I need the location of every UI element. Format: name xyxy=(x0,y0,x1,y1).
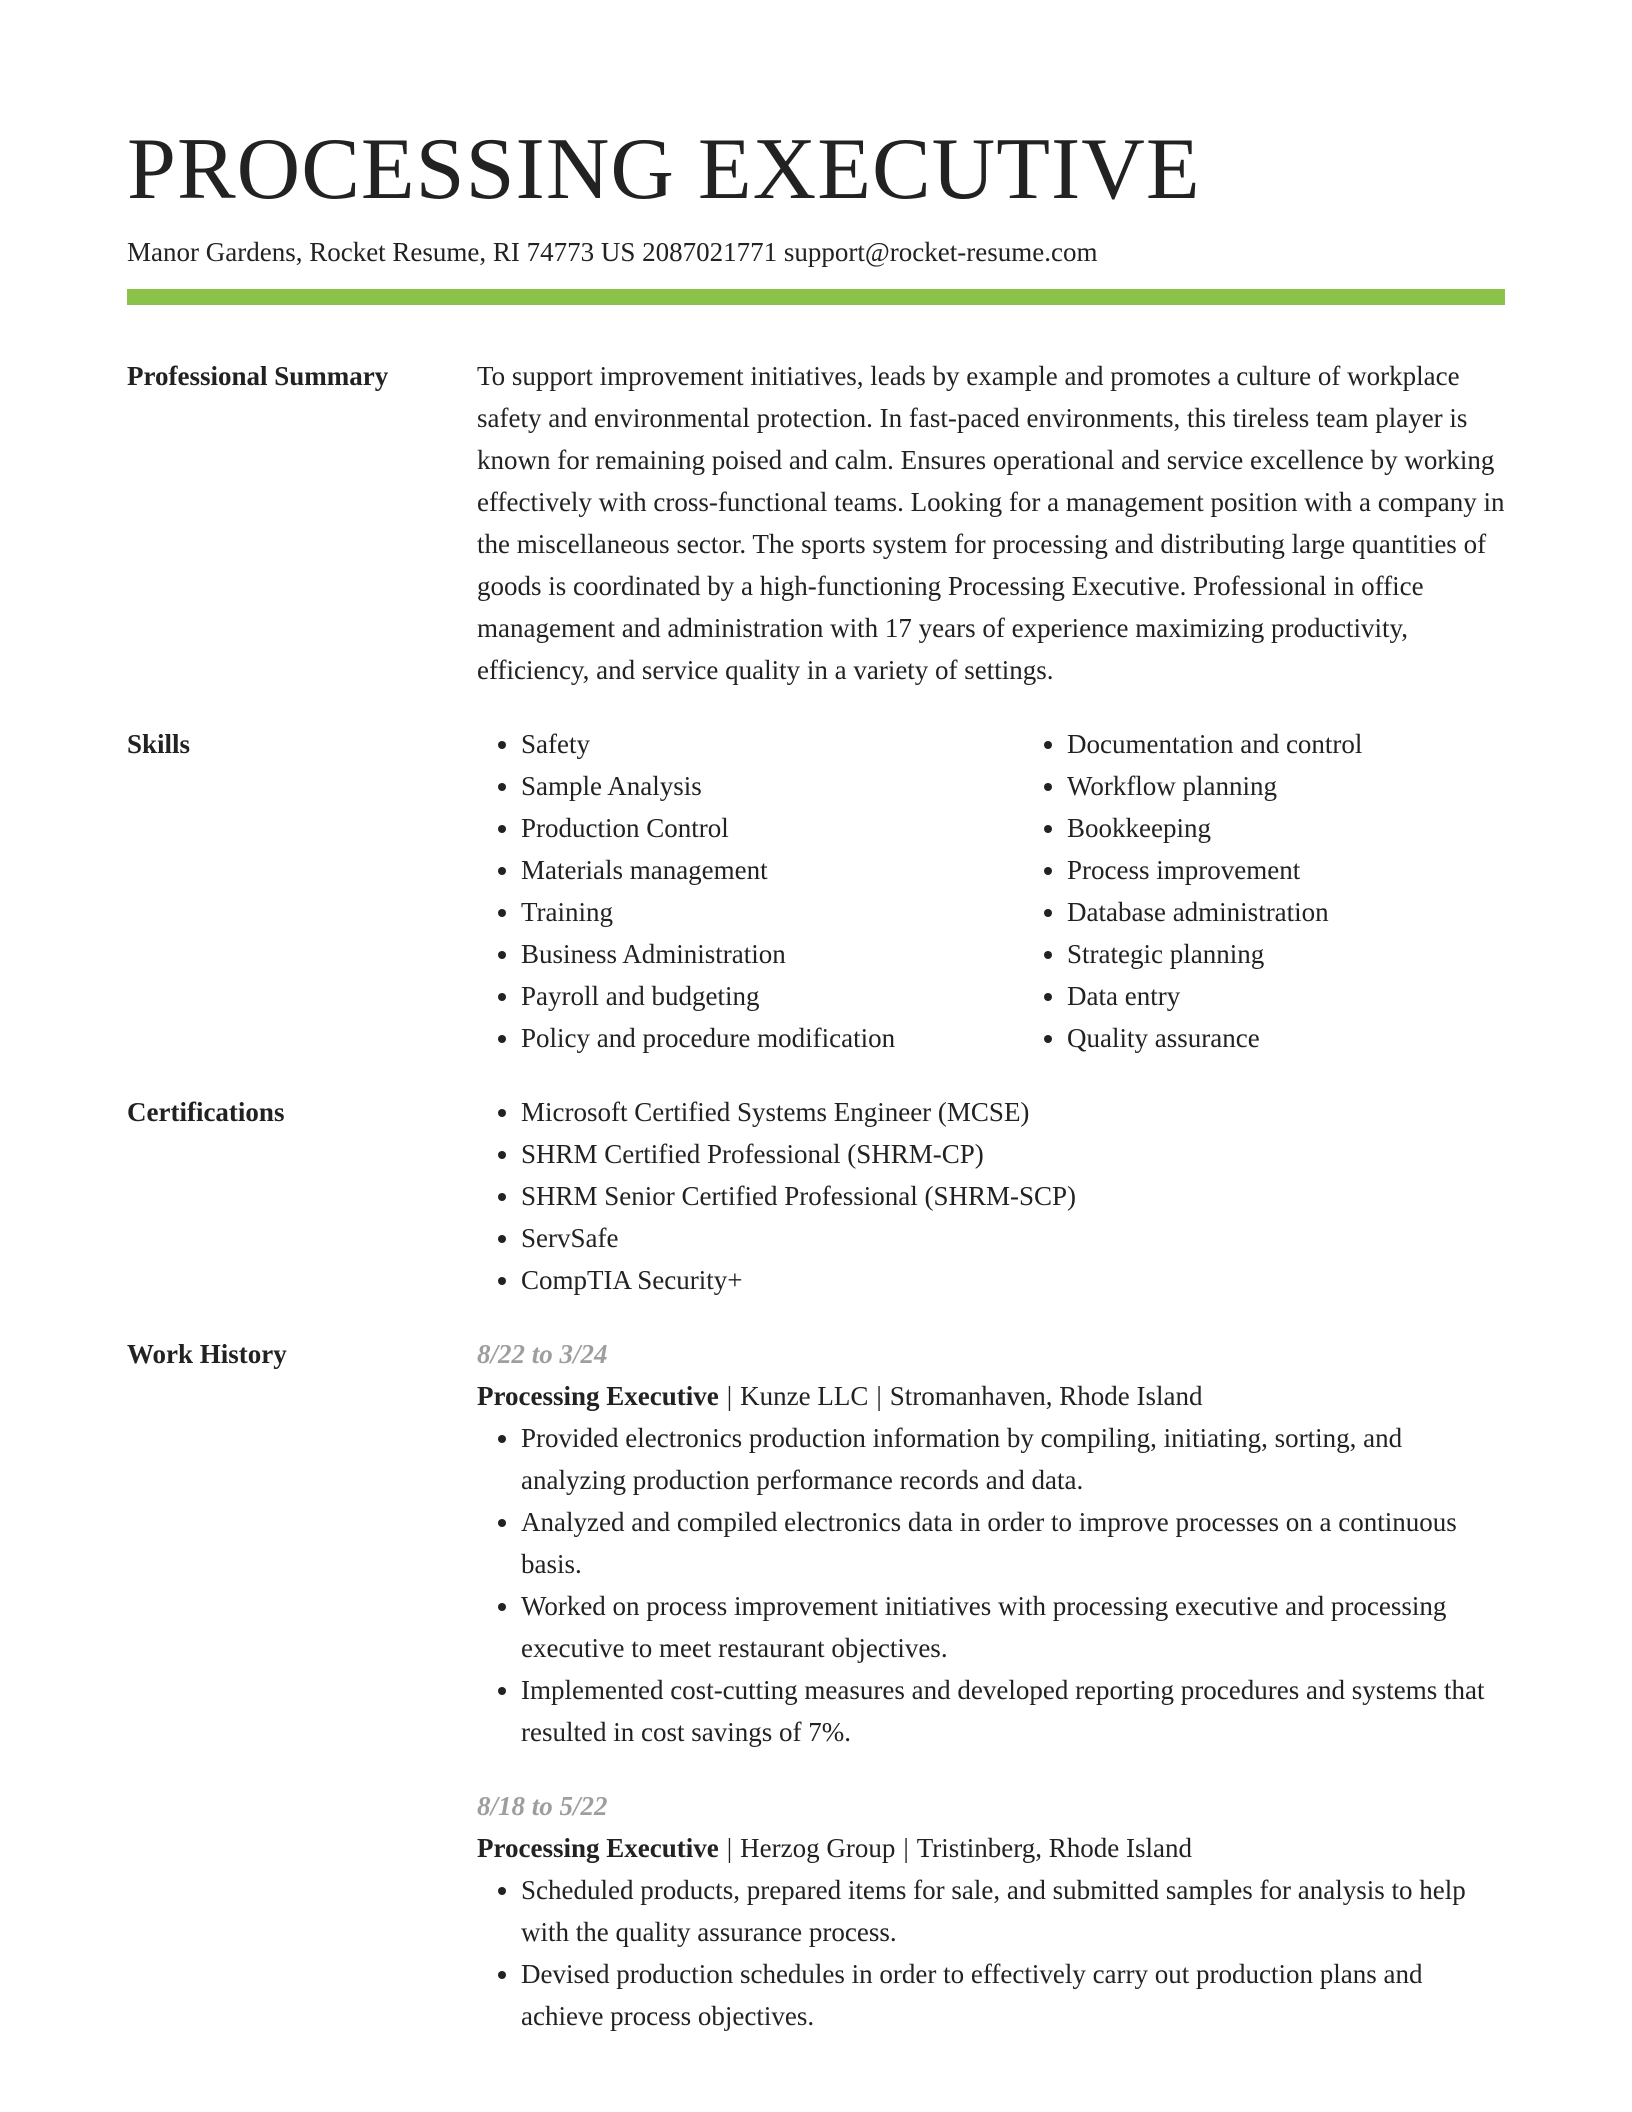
skill-item: • Training xyxy=(521,891,1023,933)
certification-item: • ServSafe xyxy=(521,1217,1505,1259)
skill-item: • Business Administration xyxy=(521,933,1023,975)
skill-item: • Documentation and control xyxy=(1067,723,1569,765)
skills-section xyxy=(127,723,1505,1059)
job-duties-list xyxy=(477,1869,1505,2037)
contact-line: Manor Gardens, Rocket Resume, RI 74773 US 2087021771 support@rocket-resume.com xyxy=(127,237,1098,267)
work-history-section xyxy=(127,1333,1505,2037)
skills-list-right xyxy=(1023,723,1569,1059)
job-duty-item: • Worked on process improvement initiatives with processing executive and processing executive to meet restaurant objectives. xyxy=(521,1585,1505,1669)
job-dates: 8/22 to 3/24 xyxy=(477,1339,608,1369)
candidate-name: PROCESSING EXECUTIVE xyxy=(127,121,1201,218)
skill-item: • Workflow planning xyxy=(1067,765,1569,807)
job-separator: | xyxy=(876,1381,882,1411)
certification-item: • SHRM Senior Certified Professional (SHRM-SCP) xyxy=(521,1175,1505,1217)
job-heading xyxy=(477,1827,1505,1869)
work-history-body xyxy=(477,1333,1505,2037)
skill-item: • Quality assurance xyxy=(1067,1017,1569,1059)
job-entry xyxy=(477,1333,1505,1753)
job-heading xyxy=(477,1375,1505,1417)
job-title: Processing Executive xyxy=(477,1381,719,1411)
skill-item: • Process improvement xyxy=(1067,849,1569,891)
work-history-heading: Work History xyxy=(127,1339,287,1369)
job-duty-item: • Devised production schedules in order to effectively carry out production plans and achieve process objectives. xyxy=(521,1953,1505,2037)
job-title: Processing Executive xyxy=(477,1833,719,1863)
accent-divider xyxy=(127,289,1505,305)
job-entry xyxy=(477,1785,1505,2037)
job-duty-item: • Provided electronics production information by compiling, initiating, sorting, and analyzing production performance records and data. xyxy=(521,1417,1505,1501)
job-separator: | xyxy=(903,1833,909,1863)
certifications-body xyxy=(477,1091,1505,1301)
skill-item: • Payroll and budgeting xyxy=(521,975,1023,1017)
job-separator: | xyxy=(726,1381,733,1411)
job-company: Herzog Group xyxy=(740,1833,896,1863)
job-dates: 8/18 to 5/22 xyxy=(477,1791,608,1821)
certifications-section xyxy=(127,1091,1505,1301)
job-duty-item: • Scheduled products, prepared items for sale, and submitted samples for analysis to help with the quality assurance process. xyxy=(521,1869,1505,1953)
skills-heading: Skills xyxy=(127,729,191,759)
job-location: Tristinberg, Rhode Island xyxy=(916,1833,1192,1863)
skill-item: • Policy and procedure modification xyxy=(521,1017,1023,1059)
skill-item: • Safety xyxy=(521,723,1023,765)
skills-columns xyxy=(477,723,1569,1059)
skill-item: • Materials management xyxy=(521,849,1023,891)
summary-section xyxy=(127,355,1505,691)
certifications-list xyxy=(477,1091,1505,1301)
summary-text: To support improvement initiatives, leads by example and promotes a culture of workplace safety and environmental protection. In fast-paced environments, this tireless team player is known for remaining poised and calm. Ensures operational and service excellence by working effectively with cross-functional teams. Looking for a management position with a company in the miscellaneous sector. The sports system for processing and distributing large quantities of goods is coordinated by a high-functioning Processing Executive. Professional in office management and administration with 17 years of experience maximizing productivity, efficiency, and service quality in a variety of settings. xyxy=(477,361,1505,685)
skill-item: • Database administration xyxy=(1067,891,1569,933)
certification-item: • CompTIA Security+ xyxy=(521,1259,1505,1301)
skill-item: • Strategic planning xyxy=(1067,933,1569,975)
skill-item: • Bookkeeping xyxy=(1067,807,1569,849)
certifications-heading: Certifications xyxy=(127,1097,285,1127)
job-company: Kunze LLC xyxy=(740,1381,869,1411)
certification-item: • Microsoft Certified Systems Engineer (MCSE) xyxy=(521,1091,1505,1133)
summary-heading: Professional Summary xyxy=(127,361,389,391)
job-duties-list xyxy=(477,1417,1505,1753)
skill-item: • Data entry xyxy=(1067,975,1569,1017)
skills-list-left xyxy=(477,723,1023,1059)
skill-item: • Sample Analysis xyxy=(521,765,1023,807)
job-location: Stromanhaven, Rhode Island xyxy=(889,1381,1203,1411)
skill-item: • Production Control xyxy=(521,807,1023,849)
certification-item: • SHRM Certified Professional (SHRM-CP) xyxy=(521,1133,1505,1175)
job-separator: | xyxy=(726,1833,733,1863)
job-duty-item: • Implemented cost-cutting measures and developed reporting procedures and systems that resulted in cost savings of 7%. xyxy=(521,1669,1505,1753)
job-duty-item: • Analyzed and compiled electronics data in order to improve processes on a continuous basis. xyxy=(521,1501,1505,1585)
